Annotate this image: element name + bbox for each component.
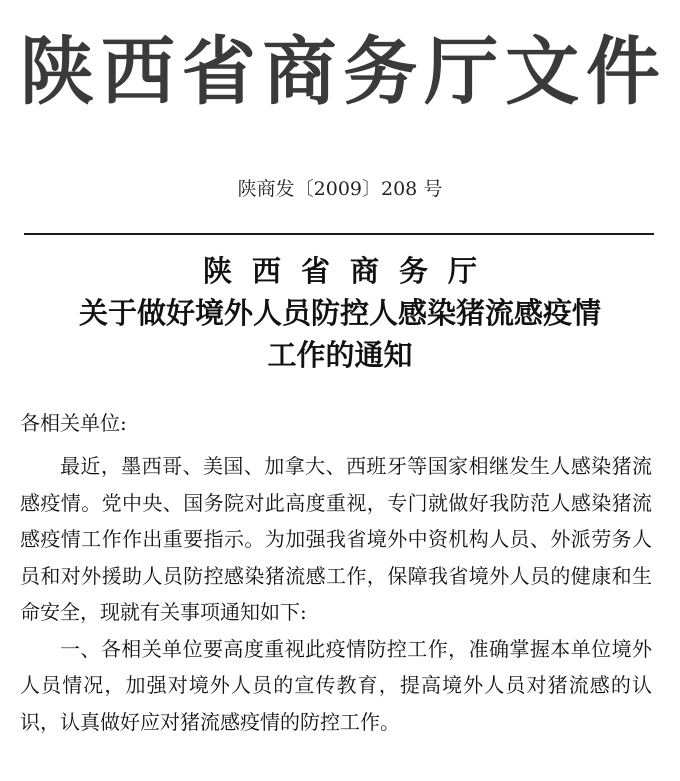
salutation: 各相关单位: (20, 411, 127, 435)
masthead-char: 务 (343, 29, 418, 115)
title-subject: 关于做好境外人员防控人感染猪流感疫情 (78, 296, 601, 330)
masthead-char: 厅 (424, 29, 499, 115)
title-subject-end: 工作的通知 (267, 338, 413, 372)
masthead-char: 文 (505, 29, 580, 115)
title-issuer: 陕西省商务厅 (202, 254, 497, 288)
header-divider (24, 233, 654, 235)
body-text (20, 448, 652, 740)
masthead (20, 22, 660, 122)
masthead-char: 商 (262, 29, 337, 115)
masthead-char: 件 (585, 29, 660, 115)
paragraph: 最近，墨西哥、美国、加拿大、西班牙等国家相继发生人感染猪流感疫情。党中央、国务院对此高度重视，专门就做好我防范人感染猪流感疫情工作作出重要指示。为加强我省境外中资机构人员、外派劳务人员和对外援助人员防控感染猪流感工作，保障我省境外人员的健康和生命安全，现就有关事项通知如下: (20, 454, 652, 624)
paragraph: 一、各相关单位要高度重视此疫情防控工作，准确掌握本单位境外人员情况，加强对境外人员的宣传教育，提高境外人员对猪流感的认识，认真做好应对猪流感疫情的防控工作。 (20, 636, 652, 734)
masthead-char: 省 (181, 29, 256, 115)
masthead-char: 陕 (20, 29, 94, 115)
document-title (0, 250, 680, 376)
document-number: 陕商发〔2009〕208 号 (237, 178, 443, 200)
masthead-char: 西 (100, 29, 175, 115)
